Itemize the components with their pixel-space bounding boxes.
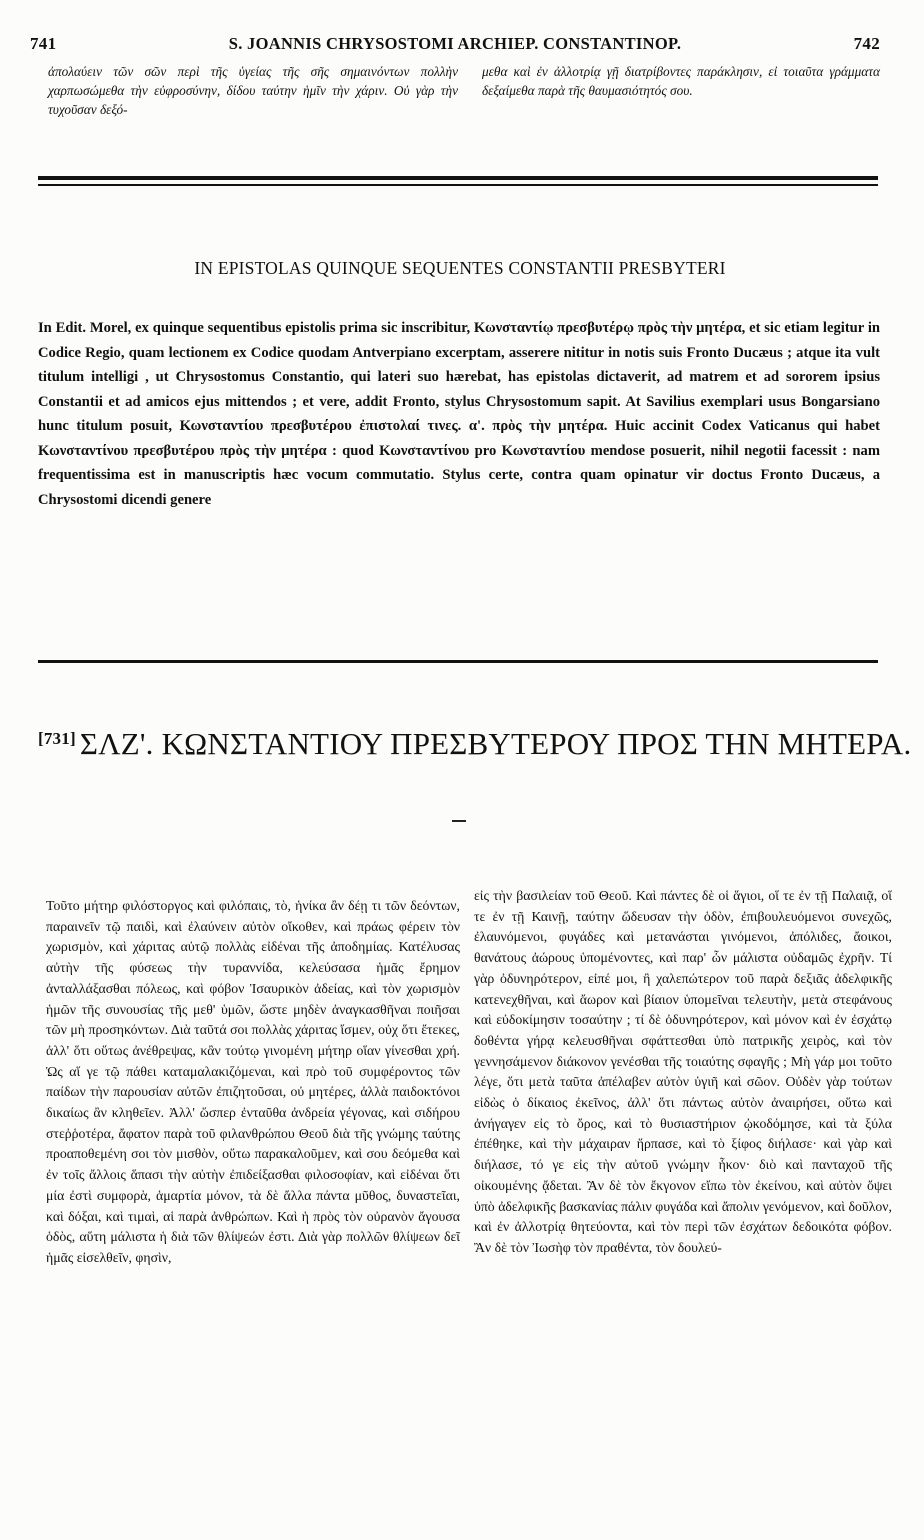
top-column-left: [48, 62, 458, 119]
page-number-left: 741: [30, 34, 57, 53]
top-column-right-text: μεθα καὶ ἐν ἀλλοτρίᾳ γῇ διατρίβοντες παράκλησιν, εἰ τοιαῦτα γράμματα δεξαίμεθα παρὰ τῆς θαυμασιότητός σου.: [482, 64, 880, 98]
page-number-right: 742: [853, 34, 880, 53]
letter-title: [38, 726, 912, 762]
top-column-left-text: ἀπολαύειν τῶν σῶν περὶ τῆς ὑγείας τῆς σῆς σημαινόντων πολλὴν χαρπωσώμεθα τὴν εὐφροσύνην, δίδου ταύτην ἡμῖν τὴν χάριν. Οὐ γὰρ τὴν τυχοῦσαν δεξό-: [48, 64, 458, 117]
letter-column-left: Τοῦτο μήτηρ φιλόστοργος καὶ φιλόπαις, τὸ, ἡνίκα ἂν δέῃ τι τῶν δεόντων, παραινεῖν τῷ παιδὶ, καὶ ἐλαύνειν αὐτὸν οἴκοθεν, καὶ πράως φέρειν τὸν χωρισμὸν, καὶ χάριτας αὐτῷ πολλὰς εἰδέναι τῆς ἀποδημίας. Κατέλυσας αὐτὴν τῆς φύσεως τὴν τυραννίδα, κελεύσασα ἡμᾶς ἔρημον ἀνταλλάξασθαι πόλεως, καὶ φόβον Ἰσαυρικὸν ἀδείας, καὶ τὸν χωρισμὸν ἡμῶν τῆς συνουσίας τῆς μεθ' ὑμῶν, ὥστε μηδὲν ἀναγκασθῆναι ποιῆσαι τῶν μὴ προσηκόντων. Διὰ ταῦτά σοι πολλὰς χάριτας ἴσμεν, οὐχ ὅτι ἔτεκες, ἀλλ' ὅτι οὕτως ἀνέθρεψας, κἂν τούτῳ γινομένη μήτηρ οἵαν γίνεσθαι χρή. Ὡς αἵ γε τῷ πάθει καταμαλακιζόμεναι, καὶ πρὸ τοῦ συμφέροντος τῶν παίδων τὴν παρουσίαν αὐτῶν ἐπιζητοῦσαι, οὐ μητέρες, ἀλλὰ παιδοκτόνοι δικαίως ἂν κληθεῖεν. Ἀλλ' ὥσπερ ἐνταῦθα ἀνδρεία γέγονας, καὶ σιδήρου στεῤῥοτέρα, ἄφατον παρὰ τοῦ φιλανθρώπου Θεοῦ διὰ τῆς γνώμης ταύτης προαποθεμένη σοι τὸν μισθὸν, οὕτω παρακαλοῦμεν, καὶ σου δεόμεθα καὶ ἐν τοῖς ἄλλοις ἅπασι τὴν αὐτὴν ἐπιδείξασθαι φιλοσοφίαν, καὶ εἰδέναι ὅτι μία ἐστὶ συμφορὰ, ἁμαρτία μόνον, τὰ δὲ ἄλλα πάντα μῦθος, δυναστεῖαι, καὶ δόξαι, καὶ τιμαὶ, αἱ παρὰ ἀνθρώπων. Καὶ ἡ πρὸς τὸν οὐρανὸν ἄγουσα ὁδὸς, αὕτη μάλιστα ἡ διὰ τῶν θλίψεών ἐστι. Διὰ γὰρ πολλῶν θλίψεων δεῖ ἡμᾶς εἰσελθεῖν, φησὶν,: [46, 898, 460, 1265]
letter-heading: ΣΛΖ'. ΚΩΝΣΤΑΝΤΙΟΥ ΠΡΕΣΒΥΤΕΡΟΥ ΠΡΟΣ ΤΗΝ ΜΗΤΕΡΑ.: [79, 726, 912, 761]
top-column-right: [482, 62, 880, 100]
ornament-dash: [452, 820, 466, 822]
letter-number: [731]: [38, 729, 76, 748]
section-rule-top: [38, 176, 878, 180]
running-title: S. JOANNIS CHRYSOSTOMI ARCHIEP. CONSTANTINOP.: [228, 34, 682, 53]
running-head: [30, 34, 880, 58]
letter-column-right: εἰς τὴν βασιλείαν τοῦ Θεοῦ. Καὶ πάντες δὲ οἱ ἅγιοι, οἵ τε ἐν τῇ Παλαιᾷ, οἵ τε ἐν τῇ Καινῇ, ταύτην ὥδευσαν τὴν ὁδὸν, ἐπιβουλευόμενοι συνεχῶς, ἐλαυνόμενοι, φυγάδες καὶ μετανάσται γινόμενοι, ἀπόλιδες, ἄοικοι, θανάτους ἀώρους ὑπομένοντες, καὶ παρ' ὧν μάλιστα οὐδαμῶς ἐχρῆν. Τί γὰρ ὀδυνηρότερον, εἰπέ μοι, ἢ χαλεπώτερον τοῦ παρὰ δεξιᾶς ἀδελφικῆς κατενεχθῆναι, καὶ ἄωρον καὶ βίαιον ὑπομεῖναι τελευτὴν, μετὰ στεφάνους καὶ εὐδοκίμησιν τοσαύτην ; τί δὲ ὀδυνηρότερον, καὶ μόνον καὶ ἐν ἐσχάτῳ δοθέντα γήρᾳ κελευσθῆναι σφάττεσθαι ὑπὸ πατρικῆς χειρὸς, καὶ τὸν γεννησάμενον διάκονον γενέσθαι τῆς τοιαύτης σφαγῆς ; Μὴ γάρ μοι τοῦτο λέγε, ὅτι μετὰ ταῦτα ἀπέλαβεν αὐτὸν ὑγιῆ καὶ σῶον. Οὐδὲν γὰρ τούτων εἰδὼς ὁ δίκαιος ἐκεῖνος, ἀλλ' ὅτι πάντως αὐτὸν ἀναιρήσει, οὕτω καὶ ἀνήγαγεν εἰς τὸ ὄρος, καὶ τὸ θυσιαστήριον ᾠκοδόμησε, καὶ τὰ ξύλα ἐπέθηκε, καὶ τὴν μάχαιραν ἥρπασε, καὶ τὸ ξίφος διήλασε· καὶ γὰρ καὶ διήλασε, τό γε εἰς τὴν αὐτοῦ γνώμην ἧκον· διὸ καὶ πανταχοῦ τῆς οἰκουμένης ᾄδεται. Ἂν δὲ τὸν ἔκγονον εἴπω τὸν ἐκείνου, καὶ αὐτὸν ὄψει ὑπὸ ἀδελφικῆς βασκανίας πάλιν φυγάδα καὶ ἄπολιν γενόμενον, καὶ δοῦλον, καὶ ἐν ἀλλοτρίᾳ θητεύοντα, καὶ τὸν περὶ τῶν ἐσχάτων δεδοικότα φόβον. Ἂν δὲ τὸν Ἰωσὴφ τὸν πραθέντα, τὸν δουλεύ-: [474, 888, 892, 1255]
section-rule-top-thin: [38, 184, 878, 186]
intro-paragraph: In Edit. Morel, ex quinque sequentibus epistolis prima sic inscribitur, Κωνσταντίῳ πρεσβυτέρῳ πρὸς τὴν μητέρα, et sic etiam legitur in Codice Regio, quam lectionem ex Codice quodam Antverpiano excerptam, asserere nititur in notis suis Fronto Ducæus ; atque ita vult titulum intelligi , ut Chrysostomus Constantio, qui lateri suo hærebat, has epistolas dictaverit, ad matrem et ad sororem ipsius Constantii et ad amicos ejus mittendos ; et vere, addit Fronto, stylus Chrysostomum sapit. At Savilius exemplari usus Bongarsiano hunc titulum posuit, Κωνσταντίου πρεσβυτέρου ἐπιστολαί τινες. α'. πρὸς τὴν μητέρα. Huic accinit Codex Vaticanus qui habet Κωνσταντίνου πρεσβυτέρου πρὸς τὴν μητέρα : quod Κωνσταντίνου pro Κωνσταντίου mendose posuerit, nihil negotii facessit : nam frequentissima est in manuscriptis hæc vocum commutatio. Stylus certe, contra quam opinatur vir doctus Fronto Ducæus, a Chrysostomi dicendi genere: [38, 320, 880, 508]
section-rule-middle: [38, 660, 878, 663]
intro-heading: IN EPISTOLAS QUINQUE SEQUENTES CONSTANTII PRESBYTERI: [194, 258, 726, 278]
